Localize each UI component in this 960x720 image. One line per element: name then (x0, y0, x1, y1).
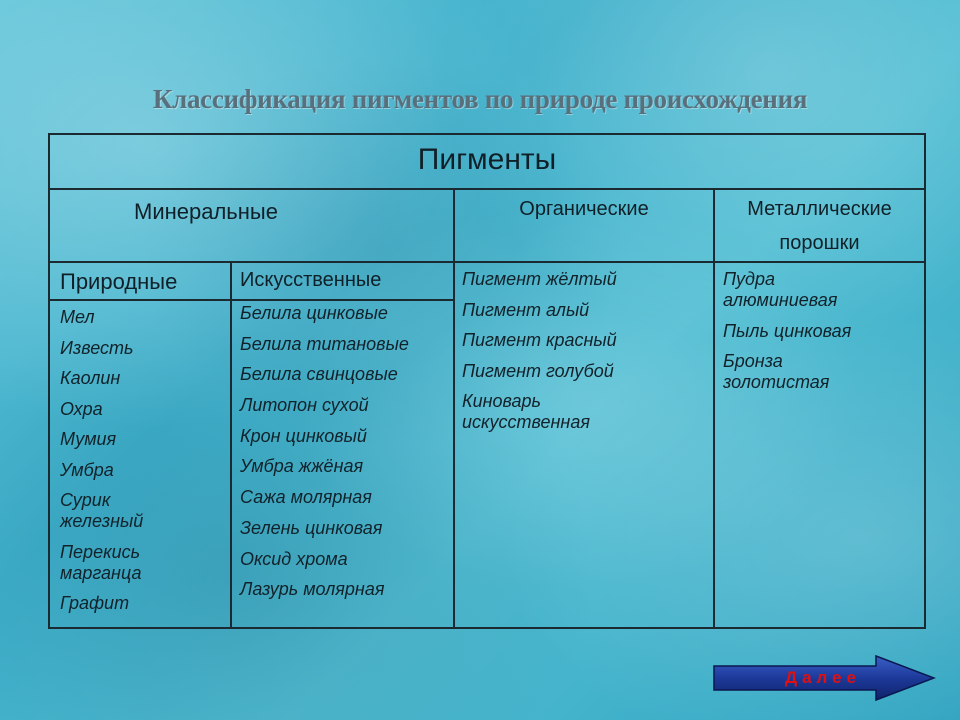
list-item: Белила цинковые (240, 303, 388, 323)
list-item: Сурик железный (60, 490, 144, 531)
list-item: Графит (60, 593, 130, 613)
next-button[interactable] (712, 654, 936, 702)
list-item: Бронза золотистая (723, 351, 830, 392)
subgroup-natural: Природные (60, 269, 178, 294)
group-metallic-line1: Металлические (747, 198, 892, 220)
metallic-list (723, 269, 893, 403)
organic-list (462, 269, 707, 443)
pigments-table (48, 133, 926, 629)
column-divider (230, 261, 232, 627)
list-item: Киноварь искусственная (462, 391, 590, 432)
list-item: Мумия (60, 429, 117, 449)
slide-title: Классификация пигментов по природе происхождения (152, 84, 808, 114)
row-divider (50, 261, 924, 263)
list-item: Пигмент красный (462, 330, 617, 350)
row-divider (50, 188, 924, 190)
list-item: Умбра жжёная (240, 456, 364, 477)
list-item: Пыль цинковая (723, 320, 852, 341)
list-item: Белила свинцовые (240, 364, 398, 385)
group-organic: Органические (519, 198, 649, 220)
list-item: Зелень цинковая (240, 517, 383, 538)
list-item: Пигмент жёлтый (462, 269, 617, 289)
list-item: Перекись марганца (60, 541, 142, 583)
table-header: Пигменты (417, 143, 557, 176)
list-item: Крон цинковый (240, 425, 367, 446)
list-item: Лазурь молярная (240, 579, 385, 600)
column-divider (453, 188, 455, 627)
next-label: Далее (784, 668, 862, 687)
artificial-list (240, 303, 452, 610)
list-item: Оксид хрома (240, 548, 348, 569)
group-metallic-line2: порошки (779, 232, 860, 254)
natural-list (60, 307, 225, 624)
list-item: Литопон сухой (240, 395, 369, 416)
list-item: Пигмент алый (462, 299, 590, 320)
list-item: Охра (60, 398, 103, 419)
list-item: Каолин (60, 368, 121, 388)
list-item: Пудра алюминиевая (723, 269, 838, 310)
subgroup-artificial: Искусственные (240, 269, 382, 291)
row-divider (50, 299, 453, 301)
list-item: Известь (60, 337, 134, 358)
list-item: Сажа молярная (240, 487, 372, 508)
list-item: Пигмент голубой (462, 360, 614, 381)
list-item: Белила титановые (240, 333, 409, 354)
list-item: Умбра (60, 459, 114, 480)
list-item: Мел (60, 307, 95, 327)
group-mineral: Минеральные (134, 199, 278, 224)
